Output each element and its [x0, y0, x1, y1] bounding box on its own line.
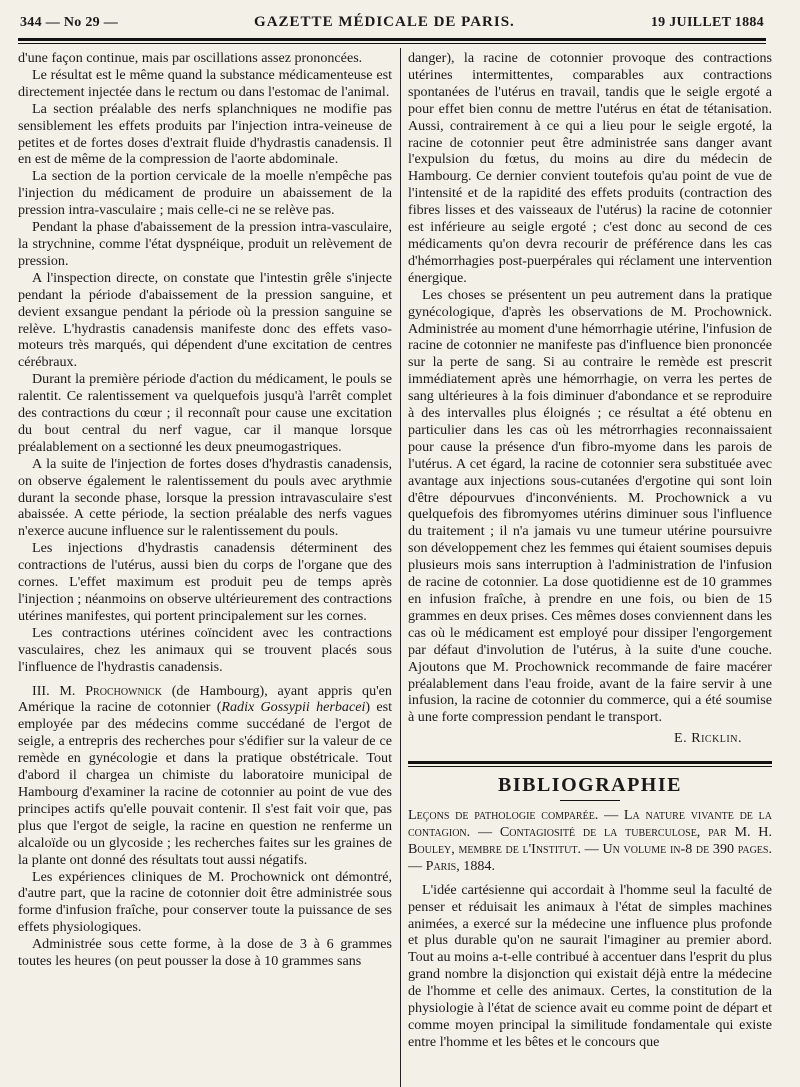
bibliography-entry: Leçons de pathologie comparée. — La nature vivante de la contagion. — Contagiosité de la tuberculose, par M. H. Bouley, membre de l'Institut. — Un volume in-8 de 390 pages. — Paris, 1884. — [408, 807, 772, 874]
section-three-paragraph — [18, 683, 392, 869]
paragraph: danger), la racine de cotonnier provoque des contractions utérines intermittentes, comparables aux contractions spontanées de l'utérus en travail, tandis que le seigle ergoté a pour effet bien connu de mettre l'utérus en état de tétanisation. Aussi, contrairement à ce qui a lieu pour le seigle ergoté, la racine de cotonnier peut être administrée sans danger avant l'expulsion du fœtus, du moins au dire du médecin de Hambourg. Ce dernier convient toutefois qu'au point de vue de l'intensité et de la rapidité des effets produits (contraction des fibres lisses et des vaisseaux de l'utérus) la racine de cotonnier est inférieure au seigle ergoté ; c'est donc au second de ces médicaments qu'on devra recourir de préférence dans les cas d'hémorrhagies post-puerpérales qui réclament une intervention énergique. — [408, 50, 772, 286]
left-column — [18, 50, 392, 970]
issue-number: — No 29 — — [45, 15, 119, 30]
paragraph: d'une façon continue, mais par oscillations assez prononcées. — [18, 50, 363, 66]
journal-title: GAZETTE MÉDICALE DE PARIS. — [254, 14, 515, 30]
page-header — [20, 14, 764, 36]
paragraph: Les expériences cliniques de M. Prochownick ont démontré, d'autre part, que la racine de cotonnier doit être administrée sous forme d'infusion fraîche, pour conserver toute la puissance de ses effets physiologiques. — [18, 868, 392, 936]
section-text-b: ) est employée par des médecins comme succédané de l'ergot de seigle, a entrepris des recherches pour s'édifier sur la valeur de ce remède en gynécologie et dans la pratique obstétricale. Tout d'abord il chargea un chimiste du laboratoire municipal de Hambourg d'examiner la racine de cotonnier au point de vue des principes actifs qu'elle pouvait contenir. Il s'est fait voir que, pas plus que l'ergot de seigle, la racine en question ne renferme un alcaloïde ou un glycoside ; les recherches faites sur les graines de la plante ont donné des résultats tout aussi négatifs. — [18, 699, 392, 868]
paragraph: Les injections d'hydrastis canadensis déterminent des contractions de l'utérus, aussi bien du corps de l'organe que des cornes. L'effet maximum est produit peu de temps après l'injection ; néanmoins on observe ultérieurement des contractions utérines manifestes, qui portent principalement sur les cornes. — [18, 540, 392, 624]
header-rule — [18, 38, 766, 44]
heading-underline — [560, 800, 620, 801]
paragraph: Les choses se présentent un peu autrement dans la pratique gynécologique, d'après les observations de M. Prochownick. Administrée au moment d'une hémorrhagie utérine, l'infusion de racine de cotonnier ne manifeste pas d'influence bien prononcée sur la perte de sang. Si au contraire le remède est prescrit immédiatement après une hémorrhagie, on verra les pertes de sang ultérieures à la fois diminuer d'abondance et se reproduire à des intervalles plus éloignés ; ce résultat a été obtenu en particulier dans les cas où les métrorrhagies reconnaissaient pour cause la présence d'un fibro-myome dans les parois de l'utérus. A cet égard, la racine de cotonnier sera substituée avec avantage aux injections sous-cutanées d'ergotine qui sont loin d'être dépourvues d'inconvénients. M. Prochownick a vu quelquefois des fibromyomes utérins diminuer sous l'influence du traitement ; il n'a jamais vu une tumeur utérine poursuivre son développement chez les femmes qui étaient soumises depuis plusieurs mois sans interruption à l'administration de l'infusion de racine de cotonnier. La dose quotidienne est de 10 grammes en infusion fraîche, à prendre en une fois, ou bien de 15 grammes en deux prises. Ces mêmes doses conviennent dans les cas où le médicament est employé pour dissiper l'engorgement par défaut d'involution de l'utérus, à la suite d'une couche. Ajoutons que M. Prochownick recommande de faire macérer préalablement dans l'eau froide, avant de la faire servir à une infusion, la racine de cotonnier du commerce, qui a été soumise à une forte compression pendant le transport. — [408, 286, 772, 726]
author-name: Prochownick — [85, 682, 162, 699]
column-divider — [400, 48, 401, 1087]
signature-initial: E. — [674, 730, 692, 747]
section-text-a: (de Hambourg), ayant appris qu'en Amérique la racine de cotonnier ( — [18, 682, 392, 716]
latin-name: Radix Gossypii herbacei — [221, 699, 366, 716]
paragraph: Le résultat est le même quand la substance médicamenteuse est directement injectée dans le rectum ou dans l'estomac de l'animal. — [18, 66, 392, 100]
paragraph: Administrée sous cette forme, à la dose de 3 à 6 grammes toutes les heures (on peut pousser la dose à 10 grammes sans — [18, 936, 392, 970]
section-rule — [408, 761, 772, 767]
paragraph: La section préalable des nerfs splanchniques ne modifie pas sensiblement les effets produits par l'injection intra-veineuse de petites et de fortes doses d'extrait fluide d'hydrastis canadensis. Il en est de même de la compression de l'aorte abdominale. — [18, 100, 392, 168]
signature — [408, 730, 772, 747]
paragraph: Pendant la phase d'abaissement de la pression intra-vasculaire, la strychnine, comme l'état dyspnéique, produit un relèvement de pression. — [18, 219, 392, 269]
paragraph: Durant la première période d'action du médicament, le pouls se ralentit. Ce ralentissement va quelquefois jusqu'à l'arrêt complet des contractions du cœur ; il reconnaît pour cause une excitation du bout central du nerf vague, car il manque lorsque préalablement on a sectionné les deux pneumogastriques. — [18, 371, 392, 455]
paragraph: L'idée cartésienne qui accordait à l'homme seul la faculté de penser et réduisait les animaux à l'état de simples machines animées, a exercé sur la médecine une influence plus profonde et plus durable qu'on ne saurait l'imaginer au premier abord. Tout au moins a-t-elle contribué à accentuer dans l'esprit du plus grand nombre la disjonction qui existait déjà entre la médecine de l'homme et celle des animaux. Certes, la constitution de la physiologie à l'état de science avait eu comme point de départ et comme moyen principal la similitude fondamentale qui existe entre l'homme et les bêtes et le concours que — [408, 881, 772, 1050]
paragraph: La section de la portion cervicale de la moelle n'empêche pas l'injection du médicament de produire un abaissement de la pression intra-vasculaire ; mais celle-ci ne se relève pas. — [18, 168, 392, 219]
right-column — [408, 50, 772, 1051]
paragraph: A l'inspection directe, on constate que l'intestin grêle s'injecte pendant la période d'abaissement de la pression sanguine, et devient exsangue pendant la période où la pression sanguine se relève. L'hydrastis canadensis manifeste donc des effets vaso-moteurs très marqués, qui dépendent d'une excitation de centres cérébraux. — [18, 269, 392, 371]
issue-date: 19 JUILLET 1884 — [650, 15, 764, 30]
header-left — [20, 15, 118, 31]
page-number: 344 — [20, 15, 42, 30]
section-number: III. M. — [32, 682, 86, 699]
paragraph: Les contractions utérines coïncident avec les contractions vasculaires, chez les animaux qui se trouvent placés sous l'influence de l'hydrastis canadensis. — [18, 624, 392, 675]
bibliography-heading: BIBLIOGRAPHIE — [498, 774, 682, 797]
signature-name: Ricklin. — [691, 730, 742, 747]
paragraph: A la suite de l'injection de fortes doses d'hydrastis canadensis, on observe également le ralentissement du pouls avec arythmie durant la seconde phase, lorsque la pression intravasculaire s'est abaissée. A cette période, la section préalable des nerfs vagues n'exerce aucune influence sur le ralentissement du pouls. — [18, 455, 392, 540]
